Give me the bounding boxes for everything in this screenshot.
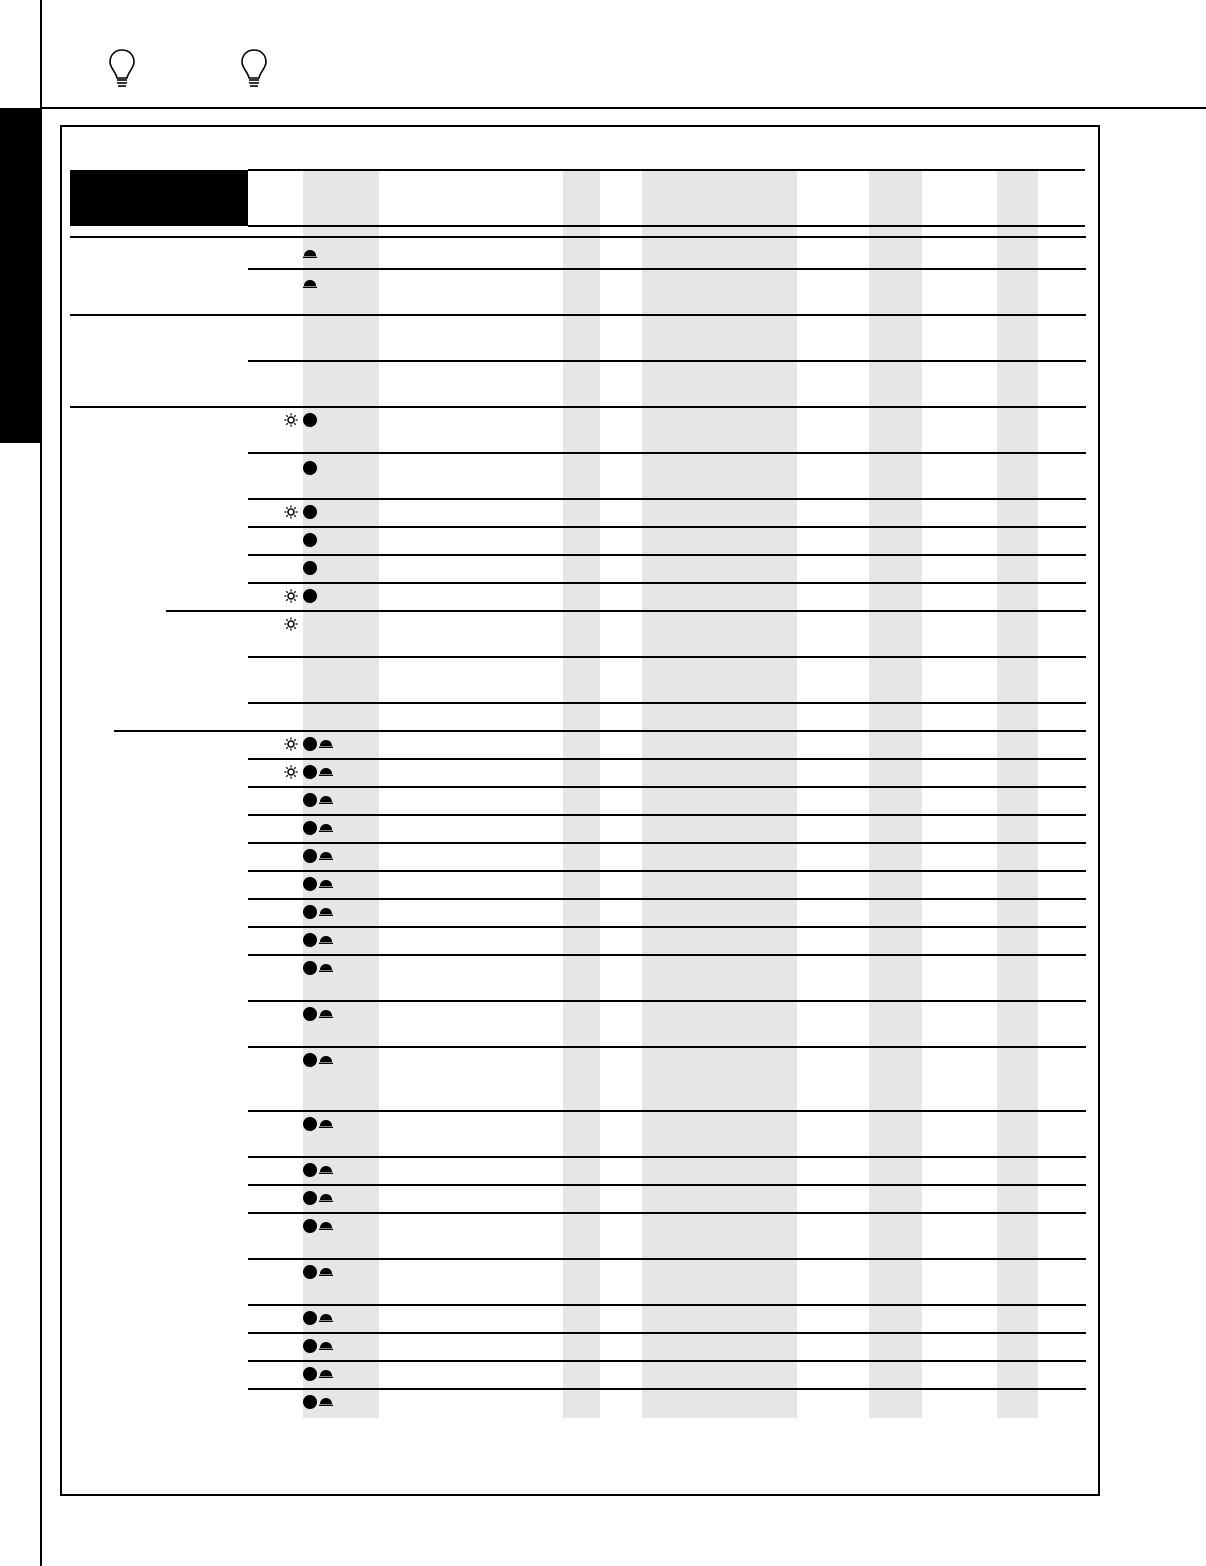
bowl-icon	[319, 1194, 333, 1202]
empty-slot	[284, 665, 298, 679]
row-divider	[248, 814, 1086, 816]
filled-circle-icon	[303, 1191, 317, 1205]
row-divider	[248, 1000, 1086, 1002]
filled-circle-icon	[303, 961, 317, 975]
empty-slot	[284, 877, 298, 891]
column-stripe	[997, 170, 1038, 1418]
row-divider	[248, 1360, 1086, 1362]
row-divider	[248, 268, 1086, 270]
sun-icon	[284, 413, 298, 427]
filled-circle-icon	[303, 1007, 317, 1021]
table-row-icons	[284, 1006, 333, 1022]
empty-slot	[284, 1311, 298, 1325]
table-row-icons	[284, 1366, 333, 1382]
empty-slot	[284, 1265, 298, 1279]
table-row-icons	[284, 276, 317, 292]
bowl-icon	[319, 1370, 333, 1378]
table-row-icons	[284, 1394, 333, 1410]
empty-slot	[284, 1219, 298, 1233]
sun-icon	[284, 737, 298, 751]
empty-slot	[284, 369, 298, 383]
table-row-icons	[284, 708, 303, 724]
row-divider	[248, 1332, 1086, 1334]
table-row-icons	[284, 1310, 333, 1326]
table-row-icons	[284, 1264, 333, 1280]
row-divider	[248, 169, 1085, 171]
filled-circle-icon	[303, 1117, 317, 1131]
row-divider	[248, 926, 1086, 928]
row-divider	[248, 870, 1086, 872]
empty-slot	[284, 821, 298, 835]
bowl-icon	[303, 250, 317, 258]
empty-slot	[284, 533, 298, 547]
empty-slot	[284, 709, 298, 723]
row-divider	[70, 236, 1086, 238]
filled-circle-icon	[303, 849, 317, 863]
bowl-icon	[319, 1398, 333, 1406]
table-row-icons	[284, 246, 317, 262]
empty-slot	[284, 1395, 298, 1409]
filled-circle-icon	[303, 1339, 317, 1353]
bowl-icon	[319, 1268, 333, 1276]
table-row-icons	[284, 1338, 333, 1354]
filled-circle-icon	[303, 461, 317, 475]
filled-circle-icon	[303, 505, 317, 519]
row-divider	[114, 730, 1086, 732]
header-rule	[40, 107, 1206, 109]
bowl-icon	[319, 1010, 333, 1018]
empty-slot	[284, 905, 298, 919]
bowl-icon	[319, 740, 333, 748]
empty-slot	[284, 1339, 298, 1353]
table-row-icons	[284, 504, 317, 520]
filled-circle-icon	[303, 1367, 317, 1381]
table-row-icons	[284, 764, 333, 780]
table-row-icons	[284, 412, 317, 428]
filled-circle-icon	[303, 1219, 317, 1233]
filled-circle-icon	[303, 905, 317, 919]
table-row-icons	[284, 876, 333, 892]
table-row-icons	[284, 460, 317, 476]
empty-slot	[284, 1007, 298, 1021]
row-divider	[248, 1156, 1086, 1158]
table-row-icons	[284, 1052, 333, 1068]
light-bulb-icon	[108, 48, 136, 90]
section-tab	[0, 108, 40, 443]
filled-circle-icon	[303, 877, 317, 891]
row-divider	[248, 360, 1086, 362]
sun-icon	[284, 589, 298, 603]
bowl-icon	[319, 936, 333, 944]
table-row-icons	[284, 736, 333, 752]
empty-slot	[284, 461, 298, 475]
row-divider	[248, 225, 1085, 227]
sun-icon	[284, 765, 298, 779]
table-row-icons	[284, 820, 333, 836]
filled-circle-icon	[303, 413, 317, 427]
filled-circle-icon	[303, 765, 317, 779]
filled-circle-icon	[303, 933, 317, 947]
table-header-block	[70, 170, 248, 226]
row-divider	[248, 1046, 1086, 1048]
row-divider	[248, 452, 1086, 454]
table-row-icons	[284, 848, 333, 864]
table-row-icons	[284, 904, 333, 920]
empty-slot	[284, 1053, 298, 1067]
row-divider	[248, 898, 1086, 900]
table-row-icons	[284, 664, 303, 680]
empty-slot	[284, 277, 298, 291]
filled-circle-icon	[303, 589, 317, 603]
bowl-icon	[319, 1314, 333, 1322]
filled-circle-icon	[303, 1311, 317, 1325]
row-divider	[248, 1110, 1086, 1112]
row-divider	[248, 1258, 1086, 1260]
filled-circle-icon	[303, 1163, 317, 1177]
table-row-icons	[284, 932, 333, 948]
filled-circle-icon	[303, 561, 317, 575]
table-row-icons	[284, 1218, 333, 1234]
page-margin-rule	[40, 0, 42, 1566]
row-divider	[248, 1304, 1086, 1306]
bowl-icon	[319, 908, 333, 916]
row-divider	[70, 314, 1086, 316]
filled-circle-icon	[303, 1265, 317, 1279]
row-divider	[248, 702, 1086, 704]
empty-slot	[284, 933, 298, 947]
empty-slot	[284, 1117, 298, 1131]
table-row-icons	[284, 322, 303, 338]
bowl-icon	[319, 1056, 333, 1064]
bowl-icon	[303, 280, 317, 288]
table-row-icons	[284, 792, 333, 808]
sun-icon	[284, 617, 298, 631]
row-divider	[248, 758, 1086, 760]
row-divider	[248, 842, 1086, 844]
row-divider	[248, 526, 1086, 528]
bowl-icon	[319, 1222, 333, 1230]
column-stripe	[563, 170, 600, 1418]
row-divider	[70, 406, 1086, 408]
row-divider	[248, 1388, 1086, 1390]
row-divider	[248, 1212, 1086, 1214]
filled-circle-icon	[303, 1395, 317, 1409]
empty-slot	[284, 561, 298, 575]
empty-slot	[284, 1191, 298, 1205]
bowl-icon	[319, 880, 333, 888]
light-bulb-icon	[240, 48, 268, 90]
empty-slot	[284, 1163, 298, 1177]
bowl-icon	[319, 768, 333, 776]
empty-slot	[284, 1367, 298, 1381]
table-row-icons	[284, 1190, 333, 1206]
table-row-icons	[284, 368, 303, 384]
empty-slot	[284, 961, 298, 975]
empty-slot	[284, 247, 298, 261]
row-divider	[248, 786, 1086, 788]
sun-icon	[284, 505, 298, 519]
row-divider	[248, 954, 1086, 956]
table-row-icons	[284, 960, 333, 976]
filled-circle-icon	[303, 793, 317, 807]
table-row-icons	[284, 560, 317, 576]
table-row-icons	[284, 532, 317, 548]
column-stripe	[869, 170, 922, 1418]
table-row-icons	[284, 616, 303, 632]
filled-circle-icon	[303, 533, 317, 547]
bowl-icon	[319, 1120, 333, 1128]
bowl-icon	[319, 1166, 333, 1174]
table-row-icons	[284, 588, 317, 604]
empty-slot	[284, 323, 298, 337]
empty-slot	[284, 793, 298, 807]
empty-slot	[284, 849, 298, 863]
filled-circle-icon	[303, 1053, 317, 1067]
filled-circle-icon	[303, 821, 317, 835]
row-divider	[248, 582, 1086, 584]
bowl-icon	[319, 1342, 333, 1350]
column-stripe	[642, 170, 797, 1418]
bowl-icon	[319, 824, 333, 832]
bowl-icon	[319, 796, 333, 804]
row-divider	[248, 554, 1086, 556]
bowl-icon	[319, 964, 333, 972]
filled-circle-icon	[303, 737, 317, 751]
row-divider	[248, 498, 1086, 500]
row-divider	[248, 656, 1086, 658]
bowl-icon	[319, 852, 333, 860]
row-divider	[248, 1184, 1086, 1186]
table-row-icons	[284, 1162, 333, 1178]
row-divider	[166, 610, 1086, 612]
table-row-icons	[284, 1116, 333, 1132]
